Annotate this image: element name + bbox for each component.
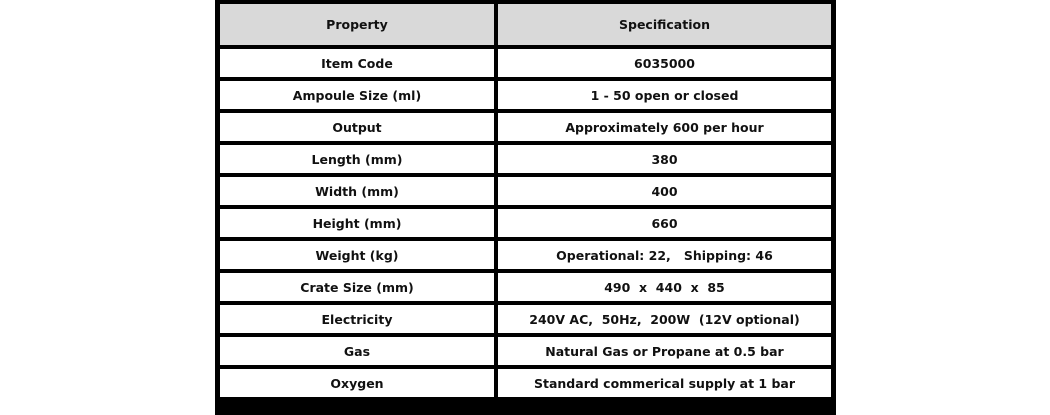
property-cell: Crate Size (mm) (220, 273, 494, 301)
table-row (220, 305, 831, 333)
specification-cell: 6035000 (498, 49, 831, 77)
table-row (220, 177, 831, 205)
specification-cell: 1 - 50 open or closed (498, 81, 831, 109)
property-cell: Output (220, 113, 494, 141)
specification-cell: 400 (498, 177, 831, 205)
table-row (220, 113, 831, 141)
table-row (220, 241, 831, 269)
specification-cell: Natural Gas or Propane at 0.5 bar (498, 337, 831, 365)
header-property: Property (220, 4, 494, 45)
table-row (220, 209, 831, 237)
property-cell: Weight (kg) (220, 241, 494, 269)
property-cell: Gas (220, 337, 494, 365)
table-row (220, 273, 831, 301)
table-header-row (220, 4, 831, 45)
property-cell: Width (mm) (220, 177, 494, 205)
table-row (220, 81, 831, 109)
specification-table (215, 0, 836, 415)
property-cell: Length (mm) (220, 145, 494, 173)
table-row (220, 369, 831, 397)
property-cell: Height (mm) (220, 209, 494, 237)
specification-cell: Approximately 600 per hour (498, 113, 831, 141)
table-row (220, 49, 831, 77)
header-specification: Specification (498, 4, 831, 45)
specification-cell: 380 (498, 145, 831, 173)
specification-cell: 660 (498, 209, 831, 237)
specification-cell: 490 x 440 x 85 (498, 273, 831, 301)
property-cell: Electricity (220, 305, 494, 333)
property-cell: Ampoule Size (ml) (220, 81, 494, 109)
property-cell: Oxygen (220, 369, 494, 397)
specification-cell: 240V AC, 50Hz, 200W (12V optional) (498, 305, 831, 333)
table-row (220, 145, 831, 173)
property-cell: Item Code (220, 49, 494, 77)
specification-cell: Operational: 22, Shipping: 46 (498, 241, 831, 269)
table-row (220, 337, 831, 365)
specification-cell: Standard commerical supply at 1 bar (498, 369, 831, 397)
